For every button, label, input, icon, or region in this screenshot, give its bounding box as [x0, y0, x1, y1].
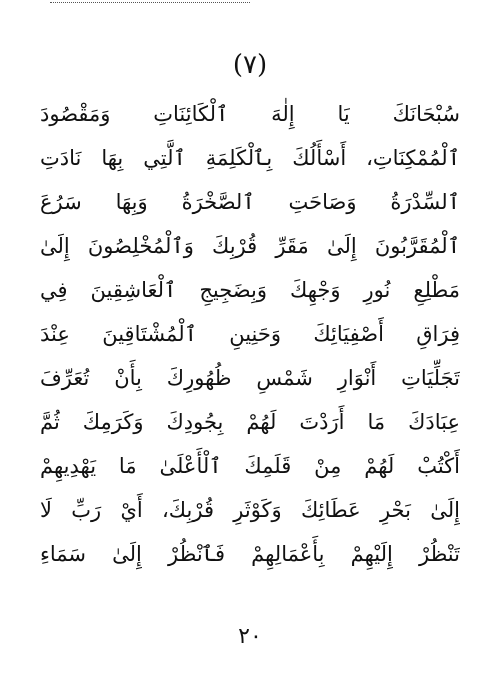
text-line: سُبْحَانَكَ يَا إِلٰهَ ٱلْكَائِنَاتِ وَمَقْصُودَ [40, 102, 460, 126]
text-line: إِلَىٰ بَحْرِ عَطَائِكَ وَكَوْثَرِ قُرْبِكَ، أَيْ رَبِّ لَا [40, 498, 460, 522]
text-line: فِرَاقِ أَصْفِيَائِكَ وَحَنِينِ ٱلْمُشْتَاقِينَ عِنْدَ [40, 322, 460, 346]
page-number: ٢٠ [238, 624, 262, 649]
prayer-text-block [40, 92, 460, 576]
top-dotted-rule [50, 2, 250, 3]
text-line: مَطْلِعِ نُورِ وَجْهِكَ وَبِضَجِيجِ ٱلْعَاشِقِينَ فِي [40, 278, 460, 302]
text-line: تَنْظُرْ إِلَيْهِمْ بِأَعْمَالِهِمْ فَٱنْظُرْ إِلَىٰ سَمَاءِ [40, 542, 460, 566]
text-line: أَكْتُبْ لَهُمْ مِنْ قَلَمِكَ ٱلْأَعْلَىٰ مَا يَهْدِيهِمْ [40, 454, 460, 478]
text-line: ٱلسِّدْرَةُ وَصَاحَتِ ٱلصَّخْرَةُ وَبِهَا سَرُعَ [40, 190, 460, 214]
section-number: (٧) [232, 50, 268, 80]
text-line: ٱلْمُقَرَّبُونَ إِلَىٰ مَقَرِّ قُرْبِكَ وَٱلْمُخْلِصُونَ إِلَىٰ [40, 234, 460, 258]
text-line: عِبَادَكَ مَا أَرَدْتَ لَهُمْ بِجُودِكَ وَكَرَمِكَ ثُمَّ [40, 410, 460, 434]
text-line: تَجَلِّيَاتِ أَنْوَارِ شَمْسِ ظُهُورِكَ بِأَنْ تُعَرِّفَ [40, 366, 460, 390]
text-line: ٱلْمُمْكِنَاتِ، أَسْأَلُكَ بِٱلْكَلِمَةِ ٱلَّتِي بِهَا نَادَتِ [40, 146, 460, 170]
